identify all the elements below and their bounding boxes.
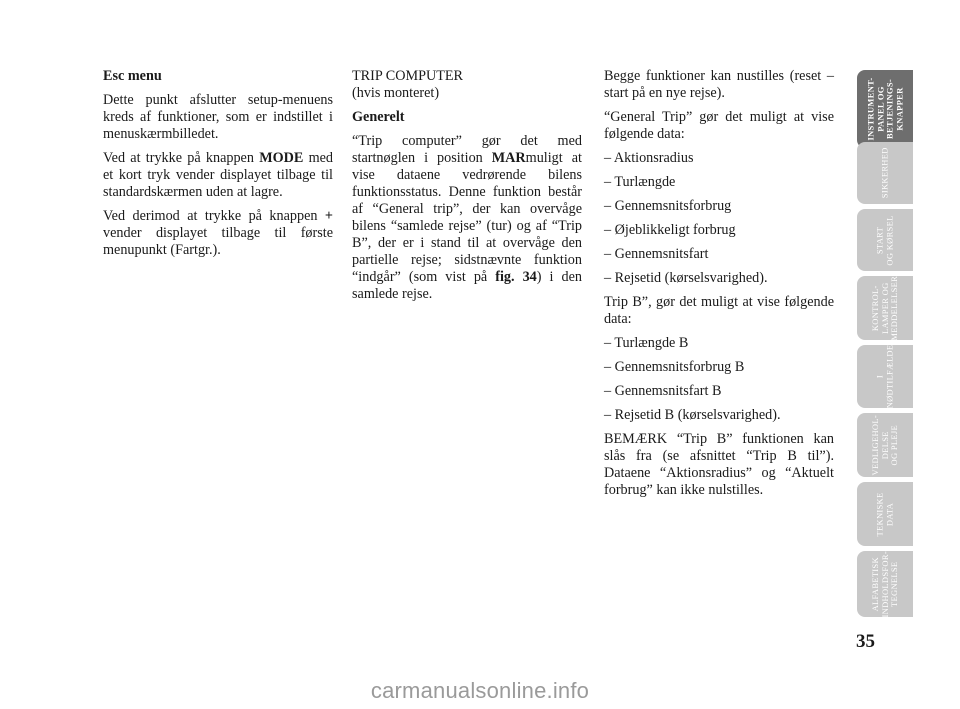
- tab-label-line: MEDDELELSER: [888, 276, 899, 340]
- text: med et kort tryk vender displayet tilbage til standardskærmen uden at lagre.: [103, 150, 333, 200]
- list-item: – Turlængde B: [604, 335, 689, 351]
- tab-label: [871, 415, 900, 475]
- column-trip-computer: [352, 68, 582, 310]
- tab-label: [871, 551, 900, 617]
- text: ) i den samlede rejse.: [352, 269, 582, 302]
- list-item: – Rejsetid (kørselsvarighed).: [604, 270, 768, 286]
- tab-label: [871, 276, 900, 340]
- list-item: – Aktionsradius: [604, 150, 694, 166]
- tab-label: [875, 492, 894, 536]
- tab-label-line: VEDLIGEHOL-: [869, 414, 880, 476]
- paragraph: “General Trip” gør det muligt at vise følgende data:: [604, 109, 834, 142]
- text: vender displayet tilbage til første menupunkt (Fartgr.).: [103, 225, 333, 258]
- list-item: – Turlængde: [604, 174, 676, 190]
- section-heading: Esc menu: [103, 68, 162, 84]
- tab-label: [876, 345, 895, 408]
- text: muligt at vise dataene vedrørende bilens funktionsstatus. Denne funktion består af “General trip”, der kan overvåge bilens “samlede rejse” (tur) og af “Trip B”, der er i stand til at overvåge den partielle rejse; sidstnævnte funktion “indgår” (som vist på: [352, 150, 582, 285]
- text: Ved derimod at trykke på knappen: [103, 208, 325, 224]
- tab-label: [880, 148, 890, 199]
- tab-label-line: TEKNISKE: [874, 492, 885, 536]
- tab-warning-lights[interactable]: [857, 276, 913, 340]
- tab-label-line: INSTRUMENT-: [865, 77, 876, 141]
- tab-label-line: KONTROL-: [869, 285, 880, 331]
- column-trip-data: [604, 68, 834, 506]
- tab-label-line: BETJENINGS-: [884, 79, 895, 139]
- list-item: – Gennemsnitsforbrug: [604, 198, 732, 214]
- figure-reference: fig. 34: [495, 269, 537, 285]
- list-item: – Gennemsnitsforbrug B: [604, 359, 745, 375]
- tab-label-line: ALFABETISK: [869, 556, 880, 612]
- tab-maintenance[interactable]: [857, 413, 913, 477]
- tab-label: [866, 78, 904, 141]
- paragraph: Trip B”, gør det muligt at vise følgende data:: [604, 294, 834, 327]
- tab-instrument-panel[interactable]: [857, 70, 913, 148]
- list-item: – Rejsetid B (kørselsvarighed).: [604, 407, 781, 423]
- tab-index[interactable]: [857, 551, 913, 617]
- key-label: MAR: [491, 150, 526, 166]
- paragraph: [103, 150, 333, 201]
- text: “Trip computer” gør det med startnøglen i position: [352, 133, 582, 166]
- tab-label-line: LAMPER OG: [879, 282, 890, 334]
- text: Ved at trykke på knappen: [103, 150, 260, 166]
- tab-label-line: I: [874, 374, 885, 379]
- tab-emergency[interactable]: [857, 345, 913, 408]
- tab-label-line: TEGNELSE: [888, 561, 899, 607]
- paragraph: [103, 208, 333, 259]
- section-title: Generelt: [352, 109, 405, 125]
- tab-label-line: OG KØRSEL: [883, 214, 894, 266]
- tab-label-line: SIKKERHED: [879, 147, 890, 199]
- paragraph: [352, 133, 582, 303]
- tab-label-line: INDHOLDSFOR-: [879, 551, 890, 617]
- tab-technical-data[interactable]: [857, 482, 913, 546]
- subheading: (hvis monteret): [352, 85, 440, 101]
- page-number: 35: [856, 631, 875, 652]
- list-item: – Gennemsnitsfart: [604, 246, 709, 262]
- list-item: – Gennemsnitsfart B: [604, 383, 722, 399]
- paragraph: Dette punkt afslutter setup-menuens kreds af funktioner, som er indstillet i menuskærmbilledet.: [103, 92, 333, 142]
- paragraph: BEMÆRK “Trip B” funktionen kan slås fra (se afsnittet “Trip B til”). Dataene “Aktionsradius” og “Aktuelt forbrug” kan ikke nulstilles.: [604, 431, 834, 498]
- tab-label-line: PANEL OG: [874, 86, 885, 132]
- tab-label-line: DATA: [883, 502, 894, 526]
- tab-label-line: START: [874, 226, 885, 254]
- tab-label-line: DELSE: [879, 431, 890, 459]
- list-item: – Øjeblikkeligt forbrug: [604, 222, 736, 238]
- tab-label: [875, 215, 894, 265]
- key-label: MODE: [259, 150, 304, 166]
- tab-starting-driving[interactable]: [857, 209, 913, 271]
- key-label: +: [324, 208, 333, 224]
- paragraph: Begge funktioner kan nustilles (reset – start på en nye rejse).: [604, 68, 834, 101]
- column-esc-menu: [103, 68, 333, 266]
- section-heading: TRIP COMPUTER: [352, 68, 464, 84]
- tab-safety[interactable]: [857, 142, 913, 204]
- tab-label-line: NØDTILFÆLDE: [884, 345, 894, 408]
- tab-label-line: OG PLEJE: [888, 424, 899, 466]
- watermark: carmanualsonline.info: [370, 678, 590, 703]
- tab-label-line: KNAPPER: [893, 87, 904, 131]
